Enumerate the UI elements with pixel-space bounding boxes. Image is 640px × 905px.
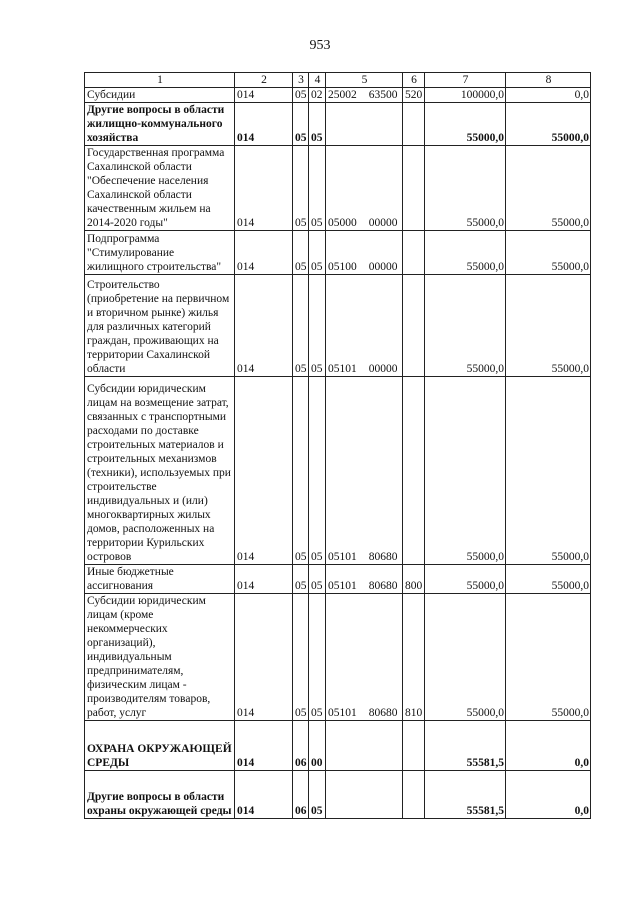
target-code-part-a: 05101 [328, 551, 357, 563]
section-code-cell: 05 [293, 88, 309, 103]
column-header: 5 [326, 73, 403, 88]
target-code-part-b: 63500 [368, 89, 398, 101]
column-header: 3 [293, 73, 309, 88]
target-code-cell [326, 231, 403, 275]
table-row [85, 103, 591, 146]
target-code-cell [326, 771, 403, 819]
column-header: 1 [85, 73, 235, 88]
target-code-cell [326, 275, 403, 377]
ministry-code-cell: 014 [235, 594, 293, 721]
column-header: 6 [403, 73, 425, 88]
table-row [85, 594, 591, 721]
target-code-part-b: 80680 [368, 551, 398, 563]
section-code-cell: 06 [293, 721, 309, 771]
subsection-code-cell: 05 [309, 377, 326, 565]
budget-table [84, 72, 591, 819]
expense-type-cell [403, 103, 425, 146]
amount-cell: 55000,0 [425, 146, 506, 231]
expense-type-cell [403, 721, 425, 771]
subsection-code-cell: 05 [309, 565, 326, 594]
column-header: 2 [235, 73, 293, 88]
row-name-cell: Другие вопросы в области жилищно-коммунального хозяйства [85, 103, 235, 146]
section-code-cell: 05 [293, 275, 309, 377]
ministry-code-cell: 014 [235, 771, 293, 819]
subsection-code-cell: 05 [309, 146, 326, 231]
page-number: 953 [309, 38, 331, 53]
table-row [85, 771, 591, 819]
ministry-code-cell: 014 [235, 146, 293, 231]
amount-cell: 55000,0 [425, 594, 506, 721]
target-code-part-b: 80680 [368, 707, 398, 719]
expense-type-cell [403, 771, 425, 819]
row-name-cell: Строительство (приобретение на первичном и вторичном рынке) жилья для различных категорий граждан, проживающих на территории Сахалинской области [85, 275, 235, 377]
subsection-code-cell: 05 [309, 231, 326, 275]
column-header: 8 [506, 73, 591, 88]
table-row [85, 377, 591, 565]
section-code-cell: 05 [293, 565, 309, 594]
subsection-code-cell: 02 [309, 88, 326, 103]
ministry-code-cell: 014 [235, 565, 293, 594]
section-code-cell: 05 [293, 377, 309, 565]
target-code-part-a: 05101 [328, 580, 357, 592]
amount-cell: 55000,0 [506, 377, 591, 565]
expense-type-cell [403, 231, 425, 275]
row-name-cell: ОХРАНА ОКРУЖАЮЩЕЙ СРЕДЫ [85, 721, 235, 771]
table-row [85, 721, 591, 771]
target-code-cell [326, 377, 403, 565]
amount-cell: 55000,0 [506, 275, 591, 377]
table-row [85, 146, 591, 231]
amount-cell: 0,0 [506, 721, 591, 771]
section-code-cell: 06 [293, 771, 309, 819]
ministry-code-cell: 014 [235, 721, 293, 771]
ministry-code-cell: 014 [235, 103, 293, 146]
subsection-code-cell: 05 [309, 771, 326, 819]
target-code-part-b: 00000 [368, 363, 398, 375]
subsection-code-cell: 05 [309, 103, 326, 146]
row-name-cell: Субсидии [85, 88, 235, 103]
column-header: 7 [425, 73, 506, 88]
row-name-cell: Субсидии юридическим лицам на возмещение затрат, связанных с транспортными расходами по доставке строительных материалов и строительных механизмов (техники), используемых при строительстве индивидуальных и (или) многоквартирных жилых домов, расположенных на территории Курильских островов [85, 377, 235, 565]
amount-cell: 55000,0 [425, 565, 506, 594]
table-row [85, 275, 591, 377]
expense-type-cell [403, 146, 425, 231]
column-header: 4 [309, 73, 326, 88]
amount-cell: 0,0 [506, 771, 591, 819]
expense-type-cell: 520 [403, 88, 425, 103]
target-code-cell [326, 103, 403, 146]
ministry-code-cell: 014 [235, 231, 293, 275]
row-name-cell: Государственная программа Сахалинской области "Обеспечение населения Сахалинской области качественным жильем на 2014-2020 годы" [85, 146, 235, 231]
target-code-part-a: 05000 [328, 217, 357, 229]
amount-cell: 55000,0 [425, 377, 506, 565]
target-code-part-a: 25002 [328, 89, 357, 101]
expense-type-cell [403, 275, 425, 377]
section-code-cell: 05 [293, 103, 309, 146]
amount-cell: 55000,0 [506, 103, 591, 146]
target-code-cell [326, 88, 403, 103]
row-name-cell: Другие вопросы в области охраны окружающей среды [85, 771, 235, 819]
row-name-cell: Иные бюджетные ассигнования [85, 565, 235, 594]
subsection-code-cell: 05 [309, 594, 326, 721]
amount-cell: 55000,0 [425, 231, 506, 275]
ministry-code-cell: 014 [235, 275, 293, 377]
table-row [85, 88, 591, 103]
expense-type-cell: 810 [403, 594, 425, 721]
ministry-code-cell: 014 [235, 377, 293, 565]
subsection-code-cell: 05 [309, 275, 326, 377]
amount-cell: 100000,0 [425, 88, 506, 103]
target-code-part-b: 80680 [368, 580, 398, 592]
amount-cell: 55581,5 [425, 721, 506, 771]
ministry-code-cell: 014 [235, 88, 293, 103]
section-code-cell: 05 [293, 146, 309, 231]
section-code-cell: 05 [293, 594, 309, 721]
amount-cell: 55000,0 [506, 146, 591, 231]
target-code-part-b: 00000 [368, 261, 398, 273]
header-row [85, 73, 591, 88]
section-code-cell: 05 [293, 231, 309, 275]
target-code-cell [326, 146, 403, 231]
amount-cell: 55000,0 [425, 275, 506, 377]
amount-cell: 55000,0 [506, 231, 591, 275]
target-code-part-a: 05101 [328, 363, 357, 375]
table-row [85, 231, 591, 275]
target-code-cell [326, 565, 403, 594]
table-row [85, 565, 591, 594]
expense-type-cell: 800 [403, 565, 425, 594]
amount-cell: 55000,0 [425, 103, 506, 146]
subsection-code-cell: 00 [309, 721, 326, 771]
amount-cell: 55000,0 [506, 565, 591, 594]
target-code-part-a: 05100 [328, 261, 357, 273]
amount-cell: 55581,5 [425, 771, 506, 819]
amount-cell: 55000,0 [506, 594, 591, 721]
amount-cell: 0,0 [506, 88, 591, 103]
row-name-cell: Подпрограмма "Стимулирование жилищного строительства" [85, 231, 235, 275]
expense-type-cell [403, 377, 425, 565]
target-code-cell [326, 721, 403, 771]
target-code-part-b: 00000 [368, 217, 398, 229]
target-code-part-a: 05101 [328, 707, 357, 719]
target-code-cell [326, 594, 403, 721]
row-name-cell: Субсидии юридическим лицам (кроме некоммерческих организаций), индивидуальным предпринимателям, физическим лицам - производителям товаров, работ, услуг [85, 594, 235, 721]
